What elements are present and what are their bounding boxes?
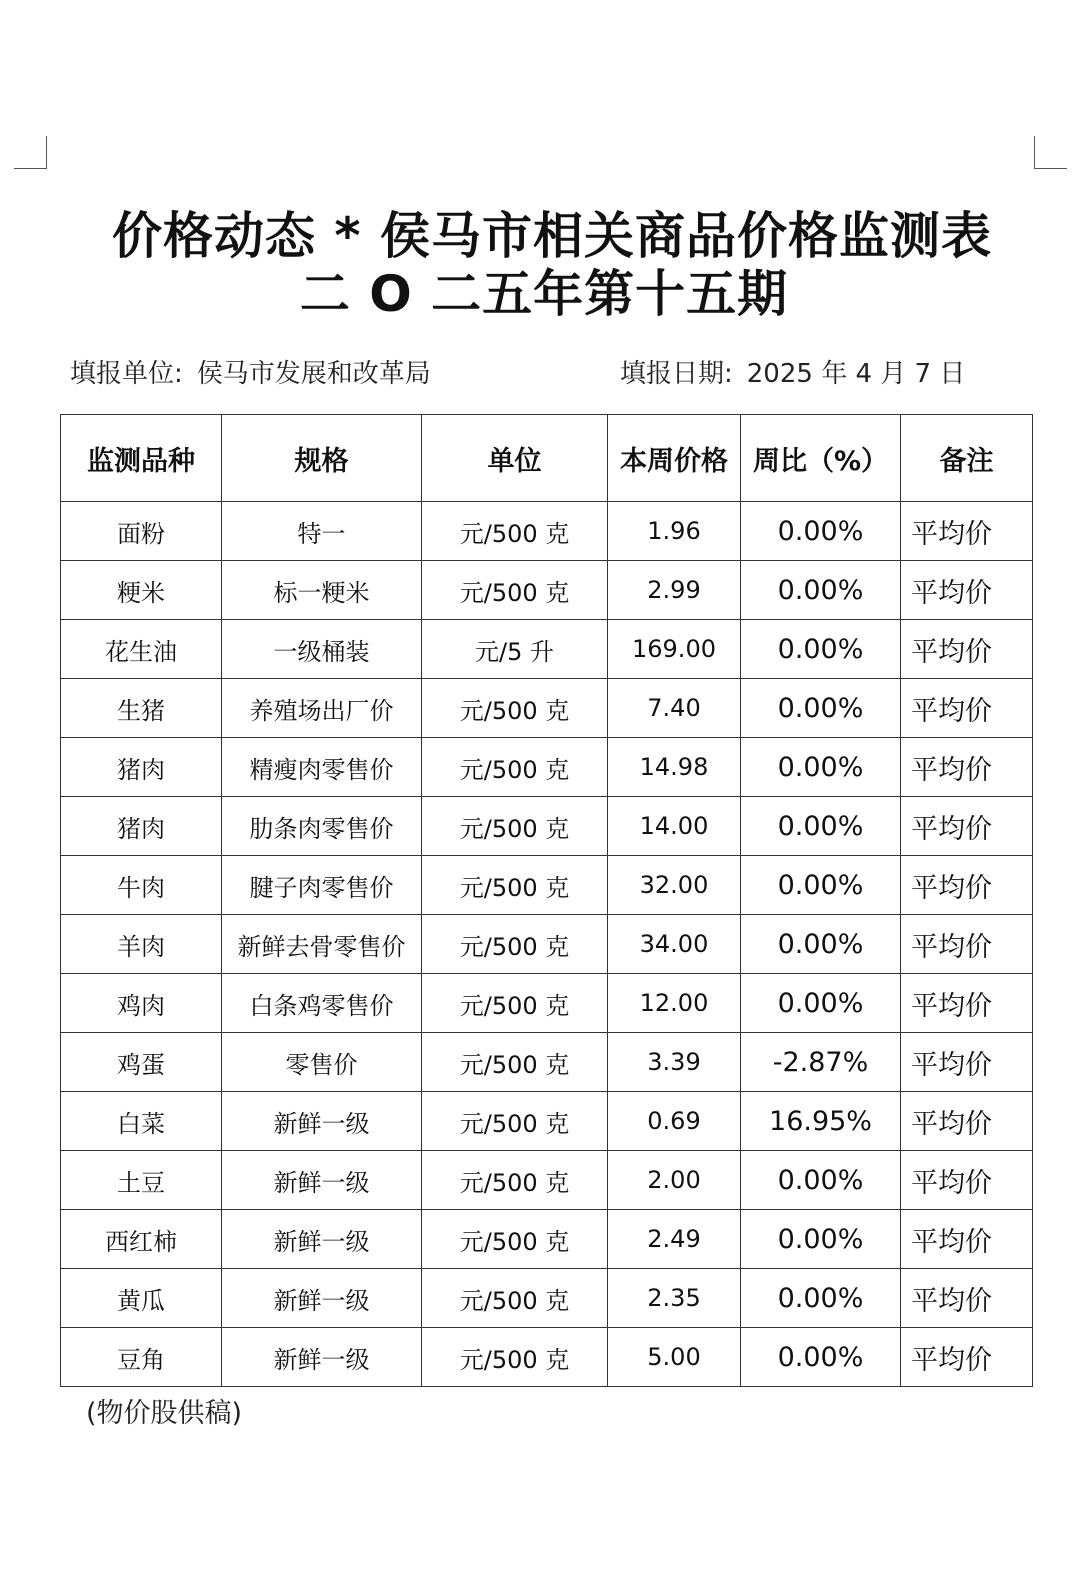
cell-spec: 养殖场出厂价 bbox=[222, 679, 422, 738]
cell-unit: 元/5 升 bbox=[422, 620, 608, 679]
cell-note: 平均价 bbox=[901, 1269, 1033, 1328]
cell-price: 14.98 bbox=[608, 738, 741, 797]
table-row bbox=[61, 561, 1033, 620]
cell-item: 西红柿 bbox=[61, 1210, 222, 1269]
cell-spec: 新鲜一级 bbox=[222, 1210, 422, 1269]
cell-price: 14.00 bbox=[608, 797, 741, 856]
cell-spec: 一级桶装 bbox=[222, 620, 422, 679]
table-row bbox=[61, 797, 1033, 856]
table-row bbox=[61, 738, 1033, 797]
cell-note: 平均价 bbox=[901, 620, 1033, 679]
price-monitoring-table bbox=[60, 414, 1033, 1387]
cell-note: 平均价 bbox=[901, 738, 1033, 797]
header-unit: 单位 bbox=[422, 415, 608, 502]
table-row bbox=[61, 1092, 1033, 1151]
cell-unit: 元/500 克 bbox=[422, 502, 608, 561]
header-note: 备注 bbox=[901, 415, 1033, 502]
cell-spec: 新鲜一级 bbox=[222, 1151, 422, 1210]
cell-change: 0.00% bbox=[741, 797, 901, 856]
cell-change: 0.00% bbox=[741, 1151, 901, 1210]
cell-unit: 元/500 克 bbox=[422, 856, 608, 915]
cell-price: 7.40 bbox=[608, 679, 741, 738]
page-title: 价格动态 * 侯马市相关商品价格监测表 bbox=[112, 207, 992, 265]
cell-item: 黄瓜 bbox=[61, 1269, 222, 1328]
cell-note: 平均价 bbox=[901, 797, 1033, 856]
cell-change: 0.00% bbox=[741, 915, 901, 974]
table-row bbox=[61, 915, 1033, 974]
cell-note: 平均价 bbox=[901, 974, 1033, 1033]
report-date-label: 填报日期: bbox=[620, 359, 733, 389]
header-spec: 规格 bbox=[222, 415, 422, 502]
source-credit: (物价股供稿) bbox=[86, 1398, 243, 1429]
cell-unit: 元/500 克 bbox=[422, 561, 608, 620]
table-row bbox=[61, 679, 1033, 738]
cell-note: 平均价 bbox=[901, 1033, 1033, 1092]
cell-item: 鸡蛋 bbox=[61, 1033, 222, 1092]
cell-spec: 白条鸡零售价 bbox=[222, 974, 422, 1033]
report-unit bbox=[70, 356, 431, 392]
cell-note: 平均价 bbox=[901, 679, 1033, 738]
cell-item: 羊肉 bbox=[61, 915, 222, 974]
cell-change: 0.00% bbox=[741, 620, 901, 679]
cell-unit: 元/500 克 bbox=[422, 1151, 608, 1210]
table-row bbox=[61, 1269, 1033, 1328]
table-row bbox=[61, 1033, 1033, 1092]
crop-mark-top-right bbox=[1034, 136, 1067, 169]
cell-unit: 元/500 克 bbox=[422, 679, 608, 738]
table-row bbox=[61, 1328, 1033, 1387]
cell-note: 平均价 bbox=[901, 1092, 1033, 1151]
cell-change: 0.00% bbox=[741, 974, 901, 1033]
table-row bbox=[61, 856, 1033, 915]
cell-spec: 特一 bbox=[222, 502, 422, 561]
cell-spec: 腱子肉零售价 bbox=[222, 856, 422, 915]
table-row bbox=[61, 502, 1033, 561]
cell-price: 5.00 bbox=[608, 1328, 741, 1387]
report-unit-value: 侯马市发展和改革局 bbox=[196, 359, 431, 389]
cell-item: 猪肉 bbox=[61, 738, 222, 797]
cell-unit: 元/500 克 bbox=[422, 797, 608, 856]
cell-change: 0.00% bbox=[741, 1210, 901, 1269]
cell-spec: 肋条肉零售价 bbox=[222, 797, 422, 856]
cell-unit: 元/500 克 bbox=[422, 915, 608, 974]
cell-spec: 新鲜一级 bbox=[222, 1328, 422, 1387]
cell-price: 169.00 bbox=[608, 620, 741, 679]
cell-note: 平均价 bbox=[901, 1328, 1033, 1387]
cell-price: 3.39 bbox=[608, 1033, 741, 1092]
cell-unit: 元/500 克 bbox=[422, 1210, 608, 1269]
cell-change: -2.87% bbox=[741, 1033, 901, 1092]
issue-subtitle: 二 O 二五年第十五期 bbox=[299, 265, 789, 323]
cell-item: 鸡肉 bbox=[61, 974, 222, 1033]
cell-change: 0.00% bbox=[741, 502, 901, 561]
cell-change: 0.00% bbox=[741, 1269, 901, 1328]
cell-unit: 元/500 克 bbox=[422, 974, 608, 1033]
cell-price: 0.69 bbox=[608, 1092, 741, 1151]
cell-spec: 精瘦肉零售价 bbox=[222, 738, 422, 797]
cell-spec: 新鲜一级 bbox=[222, 1092, 422, 1151]
cell-item: 粳米 bbox=[61, 561, 222, 620]
cell-item: 生猪 bbox=[61, 679, 222, 738]
cell-spec: 标一粳米 bbox=[222, 561, 422, 620]
cell-unit: 元/500 克 bbox=[422, 1328, 608, 1387]
cell-unit: 元/500 克 bbox=[422, 1092, 608, 1151]
crop-mark-top-left bbox=[14, 136, 47, 169]
table-row bbox=[61, 1210, 1033, 1269]
cell-spec: 零售价 bbox=[222, 1033, 422, 1092]
table-header-row bbox=[61, 415, 1033, 502]
report-date bbox=[620, 356, 965, 392]
cell-note: 平均价 bbox=[901, 856, 1033, 915]
cell-change: 0.00% bbox=[741, 561, 901, 620]
cell-item: 面粉 bbox=[61, 502, 222, 561]
cell-spec: 新鲜去骨零售价 bbox=[222, 915, 422, 974]
header-item: 监测品种 bbox=[61, 415, 222, 502]
cell-item: 白菜 bbox=[61, 1092, 222, 1151]
cell-change: 0.00% bbox=[741, 679, 901, 738]
table-row bbox=[61, 620, 1033, 679]
cell-unit: 元/500 克 bbox=[422, 1033, 608, 1092]
cell-note: 平均价 bbox=[901, 915, 1033, 974]
report-date-value: 2025 年 4 月 7 日 bbox=[746, 359, 966, 389]
cell-change: 0.00% bbox=[741, 738, 901, 797]
cell-price: 1.96 bbox=[608, 502, 741, 561]
cell-item: 花生油 bbox=[61, 620, 222, 679]
cell-price: 2.99 bbox=[608, 561, 741, 620]
cell-unit: 元/500 克 bbox=[422, 1269, 608, 1328]
cell-note: 平均价 bbox=[901, 1151, 1033, 1210]
table-row bbox=[61, 974, 1033, 1033]
cell-price: 2.35 bbox=[608, 1269, 741, 1328]
cell-item: 牛肉 bbox=[61, 856, 222, 915]
cell-change: 0.00% bbox=[741, 1328, 901, 1387]
cell-note: 平均价 bbox=[901, 561, 1033, 620]
cell-price: 32.00 bbox=[608, 856, 741, 915]
cell-item: 豆角 bbox=[61, 1328, 222, 1387]
cell-note: 平均价 bbox=[901, 502, 1033, 561]
header-change: 周比（%） bbox=[741, 415, 901, 502]
report-unit-label: 填报单位: bbox=[70, 359, 183, 389]
cell-change: 0.00% bbox=[741, 856, 901, 915]
cell-item: 土豆 bbox=[61, 1151, 222, 1210]
cell-price: 12.00 bbox=[608, 974, 741, 1033]
cell-unit: 元/500 克 bbox=[422, 738, 608, 797]
cell-price: 34.00 bbox=[608, 915, 741, 974]
cell-note: 平均价 bbox=[901, 1210, 1033, 1269]
cell-price: 2.00 bbox=[608, 1151, 741, 1210]
cell-spec: 新鲜一级 bbox=[222, 1269, 422, 1328]
header-price: 本周价格 bbox=[608, 415, 741, 502]
table-row bbox=[61, 1151, 1033, 1210]
cell-price: 2.49 bbox=[608, 1210, 741, 1269]
cell-item: 猪肉 bbox=[61, 797, 222, 856]
cell-change: 16.95% bbox=[741, 1092, 901, 1151]
